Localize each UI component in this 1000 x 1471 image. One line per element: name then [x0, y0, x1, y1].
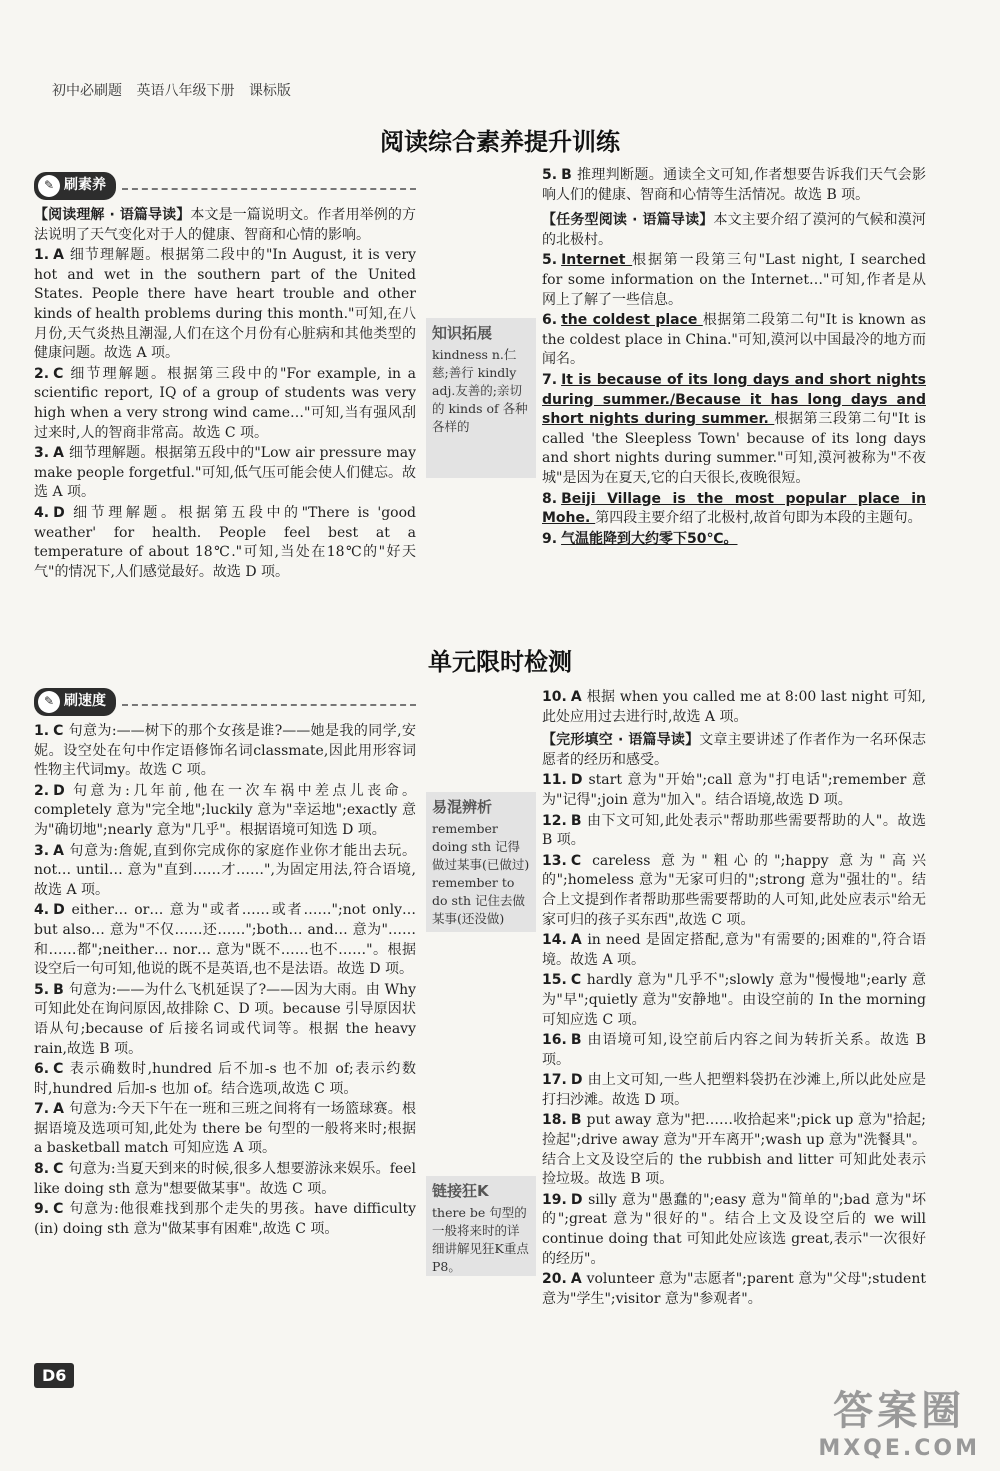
answer-item: [34, 1060, 416, 1099]
answer-key: Beiji Village is the most popular place in Mohe.: [542, 490, 926, 527]
question-number: 16.: [542, 1032, 567, 1049]
answer-item: [542, 971, 926, 1030]
explanation-text: 根据第三段第二句"It is called 'the Sleepless Town' because of its long days and short nights during summer."可知,漠河被称为"不夜城"是因为在夏天,它的白天很长,夜晚很短。: [542, 411, 926, 486]
question-number: 6.: [34, 1061, 50, 1078]
section2-right-answers: [542, 688, 926, 727]
guide2-label: 【任务型阅读 · 语篇导读】: [542, 212, 714, 229]
sidebar-text: there be 句型的一般将来时的详细讲解见狂K重点P8。: [432, 1205, 529, 1274]
question-number: 4.: [34, 504, 50, 521]
answer-item: [34, 246, 416, 364]
pencil-icon: ✎: [38, 691, 60, 713]
divider: [122, 188, 416, 190]
guide-label: 【阅读理解 · 语篇导读】: [34, 207, 191, 223]
answer-item: [34, 1200, 416, 1239]
explanation-text: 根据第一段第三句"Last night, I searched for some information on the Internet…"可知,作者是从网上了解了一些信息。: [542, 252, 927, 308]
explanation-text: 句意为:——为什么飞机延误了?——因为大雨。由 Why 可知此处在询问原因,故排除 C、D 项。because 引导原因状语从句;because of 后接名词或代词等。根据 the heavy rain,故选 B 项。: [34, 981, 416, 1057]
answer-item: [542, 371, 926, 489]
explanation-text: 句意为:他很难找到那个走失的男孩。have difficulty (in) doing sth 意为"做某事有困难",故选 C 项。: [34, 1201, 416, 1237]
explanation-text: hardly 意为"几乎不";slowly 意为"慢慢地";early 意为"早";quietly 意为"安静地"。由设空前的 In the morning 可知应选 C 项。: [542, 972, 926, 1028]
answer-key: A: [53, 842, 70, 859]
question-number: 8.: [542, 490, 558, 507]
answer-item: [542, 1031, 926, 1070]
question-number: 13.: [542, 852, 567, 869]
section1-tag-row: [34, 172, 416, 206]
question-number: 19.: [542, 1191, 567, 1208]
page-number: D6: [34, 1363, 74, 1388]
answer-key: A: [570, 1271, 587, 1288]
answer-key: D: [53, 782, 73, 799]
explanation-text: 句意为:当夏天到来的时候,很多人想要游泳来娱乐。feel like doing sth 意为"想要做某事"。故选 C 项。: [34, 1161, 416, 1197]
answer-item: [34, 1160, 416, 1199]
explanation-text: 细节理解题。根据第五段中的"There is 'good weather' for health. People feel best at a temperature of about 18℃."可知,当处在18℃的"好天气"的情况下,人们感觉最好。故选 D 项。: [34, 504, 417, 580]
answer-key: C: [53, 1161, 69, 1178]
sidebar-title: 知识拓展: [432, 324, 493, 342]
running-header: [52, 80, 301, 100]
sidebar-title: 易混辨析: [432, 798, 493, 816]
section1-left-column: [34, 172, 416, 583]
answer-key: C: [53, 1201, 70, 1218]
series-name: 初中必刷题: [52, 83, 122, 99]
question-number: 20.: [542, 1271, 567, 1288]
task-reading-guide: [542, 211, 926, 250]
answer-item: [34, 504, 416, 582]
section1-right-column: [542, 166, 926, 550]
answer-key: C: [570, 972, 587, 989]
answer-item: [542, 688, 926, 727]
watermark-logo: [818, 1379, 980, 1461]
explanation-text: 细节理解题。根据第二段中的"In August, it is very hot and wet in the southern part of the United States. People there have heart trouble and other kinds of health problems during this month."可知,在八月份,天气炎热且潮湿,人们在这个月份有心脏病和其他类型的健康问题。故选 A 项。: [34, 247, 416, 362]
answer-item: [542, 771, 926, 810]
explanation-text: put away 意为"把……收拾起来";pick up 意为"拾起;捡起";drive away 意为"开车离开";wash up 意为"洗餐具"。结合上文及设空后的 the rubbish and litter 可知此处表示捡垃圾。故选 B 项。: [542, 1112, 926, 1188]
answer-item: [542, 1191, 926, 1269]
answer-item: [542, 311, 926, 370]
section1-tag-label: 刷素养: [64, 177, 106, 194]
sidebar-title: 链接狂K: [432, 1182, 489, 1200]
answer-item: [542, 1270, 926, 1309]
question-number: 7.: [542, 371, 558, 388]
question-number: 7.: [34, 1101, 50, 1118]
explanation-text: 第四段主要介绍了北极村,故首句即为本段的主题句。: [595, 510, 922, 527]
explanation-text: 由语境可知,设空前后内容之间为转折关系。故选 B 项。: [542, 1032, 927, 1068]
explanation-text: careless 意为"粗心的";happy 意为"高兴的";homeless 意为"无家可归的";strong 意为"强壮的"。结合上文提到作者帮助那些需要帮助的人可知,此处应表示"给无家可归的孩子买东西",故选 C 项。: [542, 852, 926, 928]
section2-tag: [34, 688, 116, 716]
question-number: 18.: [542, 1112, 567, 1129]
section1-right-answers: [542, 166, 926, 205]
answer-key: A: [53, 1101, 70, 1118]
section2-answers: [34, 722, 416, 1239]
answer-key: A: [53, 247, 70, 264]
answer-key: A: [570, 932, 588, 949]
answer-key: It is because of its long days and short nights during summer./Because it has long days and short nights during summer.: [542, 371, 926, 428]
answer-item: [542, 530, 926, 550]
question-number: 5.: [542, 167, 558, 183]
link-sidebar: [426, 1176, 536, 1276]
question-number: 1.: [34, 723, 50, 739]
section2-right-column: [542, 688, 926, 1310]
question-number: 11.: [542, 772, 567, 789]
section2-title: 单元限时检测: [428, 648, 572, 676]
answer-item: [34, 981, 416, 1059]
section1-answers: [34, 246, 416, 582]
answer-item: [542, 852, 926, 930]
question-number: 17.: [542, 1072, 567, 1089]
explanation-text: 细节理解题。根据第三段中的"For example, in a scientific report, IQ of a group of students was very high when a very strong wind came…"可知,当有强风刮过来时,人的智商非常高。故选 C 项。: [34, 365, 416, 441]
explanation-text: 句意为:詹妮,直到你完成你的家庭作业你才能出去玩。not… until… 意为"直到……才……",为固定用法,符合语境,故选 A 项。: [34, 842, 416, 898]
watermark-bottom: MXQE.COM: [818, 1436, 980, 1461]
answer-key: B: [570, 1032, 588, 1049]
explanation-text: silly 意为"愚蠢的";easy 意为"简单的";bad 意为"坏的";great 意为"很好的"。结合上文及设空后的 we will continue doing that 可知此处应该选 great,表示"一次很好的经历"。: [542, 1191, 926, 1267]
explanation-text: 句意为:几年前,他在一次车祸中差点儿丧命。completely 意为"完全地";luckily 意为"幸运地";exactly 意为"确切地";nearly 意为"几乎"。根据语境可知选 D 项。: [34, 782, 416, 838]
question-number: 8.: [34, 1161, 50, 1178]
explanation-text: 细节理解题。根据第五段中的"Low air pressure may make people forgetful."可知,低气压可能会使人们健忘。故选 A 项。: [34, 445, 416, 501]
answer-item: [34, 782, 416, 841]
explanation-text: 推理判断题。通读全文可知,作者想要告诉我们天气会影响人们的健康、智商和心情等生活情况。故选 B 项。: [542, 167, 926, 203]
answer-key: 气温能降到大约零下50℃。: [561, 530, 738, 547]
reading-guide: [34, 206, 416, 245]
pencil-icon: ✎: [38, 175, 60, 197]
explanation-text: 表示确数时,hundred 后不加-s 也不加 of;表示约数时,hundred 后加-s 也加 of。结合选项,故选 C 项。: [34, 1061, 416, 1097]
question-number: 12.: [542, 812, 567, 829]
explanation-text: in need 是固定搭配,意为"有需要的;困难的",符合语境。故选 A 项。: [542, 932, 926, 968]
question-number: 4.: [34, 902, 50, 919]
confusion-sidebar: [426, 792, 536, 932]
answer-key: D: [53, 902, 72, 919]
answer-item: [34, 842, 416, 901]
answer-item: [542, 1111, 926, 1189]
section2-cloze-answers: [542, 771, 926, 1309]
answer-item: [542, 166, 926, 205]
question-number: 5.: [542, 252, 558, 269]
question-number: 2.: [34, 365, 50, 382]
edition-name: 课标版: [248, 83, 291, 99]
knowledge-sidebar: [426, 318, 536, 478]
explanation-text: 根据 when you called me at 8:00 last night 可知,此处应用过去进行时,故选 A 项。: [542, 689, 926, 725]
answer-key: C: [53, 365, 71, 382]
question-number: 3.: [34, 445, 50, 462]
answer-item: [542, 251, 926, 310]
answer-key: B: [570, 1112, 587, 1129]
sidebar-text: remember doing sth 记得做过某事(已做过) remember to do sth 记住去做某事(还没做): [432, 821, 530, 926]
guide2-text: 本文主要介绍了漠河的气候和漠河的北极村。: [542, 212, 926, 248]
divider: [122, 704, 416, 706]
answer-key: C: [53, 723, 69, 739]
answer-item: [542, 490, 926, 529]
answer-key: the coldest place: [561, 312, 703, 329]
section1-task-answers: [542, 251, 926, 549]
watermark-top: 答案圈: [833, 1388, 966, 1434]
answer-key: A: [570, 689, 587, 705]
answer-key: C: [53, 1061, 70, 1078]
section2-left-column: [34, 688, 416, 1240]
question-number: 10.: [542, 689, 567, 705]
answer-item: [34, 444, 416, 503]
question-number: 15.: [542, 972, 567, 989]
answer-item: [542, 931, 926, 970]
answer-key: Internet: [561, 252, 633, 269]
guide-text: 本文是一篇说明文。作者用举例的方法说明了天气变化对于人的健康、智商和心情的影响。: [34, 207, 416, 243]
answer-item: [34, 365, 416, 443]
subject-name: 英语八年级下册: [136, 83, 235, 99]
answer-key: A: [53, 445, 70, 462]
question-number: 5.: [34, 981, 50, 998]
explanation-text: 由下文可知,此处表示"帮助那些需要帮助的人"。故选 B 项。: [542, 812, 927, 849]
answer-key: D: [570, 1072, 588, 1089]
guide-text: 文章主要讲述了作者作为一名环保志愿者的经历和感受。: [542, 732, 926, 768]
question-number: 14.: [542, 932, 567, 949]
explanation-text: volunteer 意为"志愿者";parent 意为"父母";student 意为"学生";visitor 意为"参观者"。: [542, 1271, 926, 1307]
answer-key: B: [53, 981, 69, 998]
question-number: 2.: [34, 782, 50, 799]
explanation-text: 由上文可知,一些人把塑料袋扔在沙滩上,所以此处应是打扫沙滩。故选 D 项。: [542, 1072, 926, 1108]
explanation-text: 根据第二段第二句"It is known as the coldest place in China."可知,漠河以中国最冷的地方而闻名。: [542, 312, 926, 368]
section2-tag-label: 刷速度: [64, 693, 106, 710]
answer-key: D: [53, 504, 74, 521]
section1-title: 阅读综合素养提升训练: [380, 128, 620, 156]
section2-tag-row: [34, 688, 416, 722]
question-number: 9.: [542, 530, 558, 547]
explanation-text: either… or… 意为"或者……或者……";not only… but also… 意为"不仅……还……";both… and… 意为"……和……都";neither… nor… 意为"既不……也不……"。根据设空后一句可知,他说的既不是英语,也不是法语。故选 D 项。: [34, 902, 416, 978]
answer-item: [542, 812, 926, 851]
answer-item: [34, 901, 416, 979]
answer-key: D: [570, 772, 589, 789]
section1-tag: [34, 172, 116, 200]
answer-key: C: [570, 852, 593, 869]
guide-label: 【完形填空 · 语篇导读】: [542, 732, 700, 749]
answer-item: [34, 1100, 416, 1159]
answer-key: D: [570, 1191, 589, 1208]
cloze-guide: [542, 731, 926, 770]
answer-item: [34, 722, 416, 781]
answer-key: B: [570, 812, 587, 829]
question-number: 6.: [542, 312, 558, 329]
explanation-text: 句意为:——树下的那个女孩是谁?——她是我的同学,安妮。设空处在句中作定语修饰名词classmate,因此用形容词性物主代词my。故选 C 项。: [34, 723, 416, 779]
question-number: 9.: [34, 1201, 50, 1218]
answer-item: [542, 1071, 926, 1110]
explanation-text: start 意为"开始";call 意为"打电话";remember 意为"记得";join 意为"加入"。结合语境,故选 D 项。: [542, 772, 926, 808]
question-number: 1.: [34, 247, 50, 264]
explanation-text: 句意为:今天下午在一班和三班之间将有一场篮球赛。根据语境及选项可知,此处为 there be 句型的一般将来时;根据 a basketball match 可知应选 A 项。: [34, 1101, 417, 1157]
question-number: 3.: [34, 842, 50, 859]
sidebar-text: kindness n.仁慈;善行 kindly adj.友善的;亲切的 kinds of 各种各样的: [432, 347, 528, 434]
answer-key: B: [561, 167, 577, 183]
